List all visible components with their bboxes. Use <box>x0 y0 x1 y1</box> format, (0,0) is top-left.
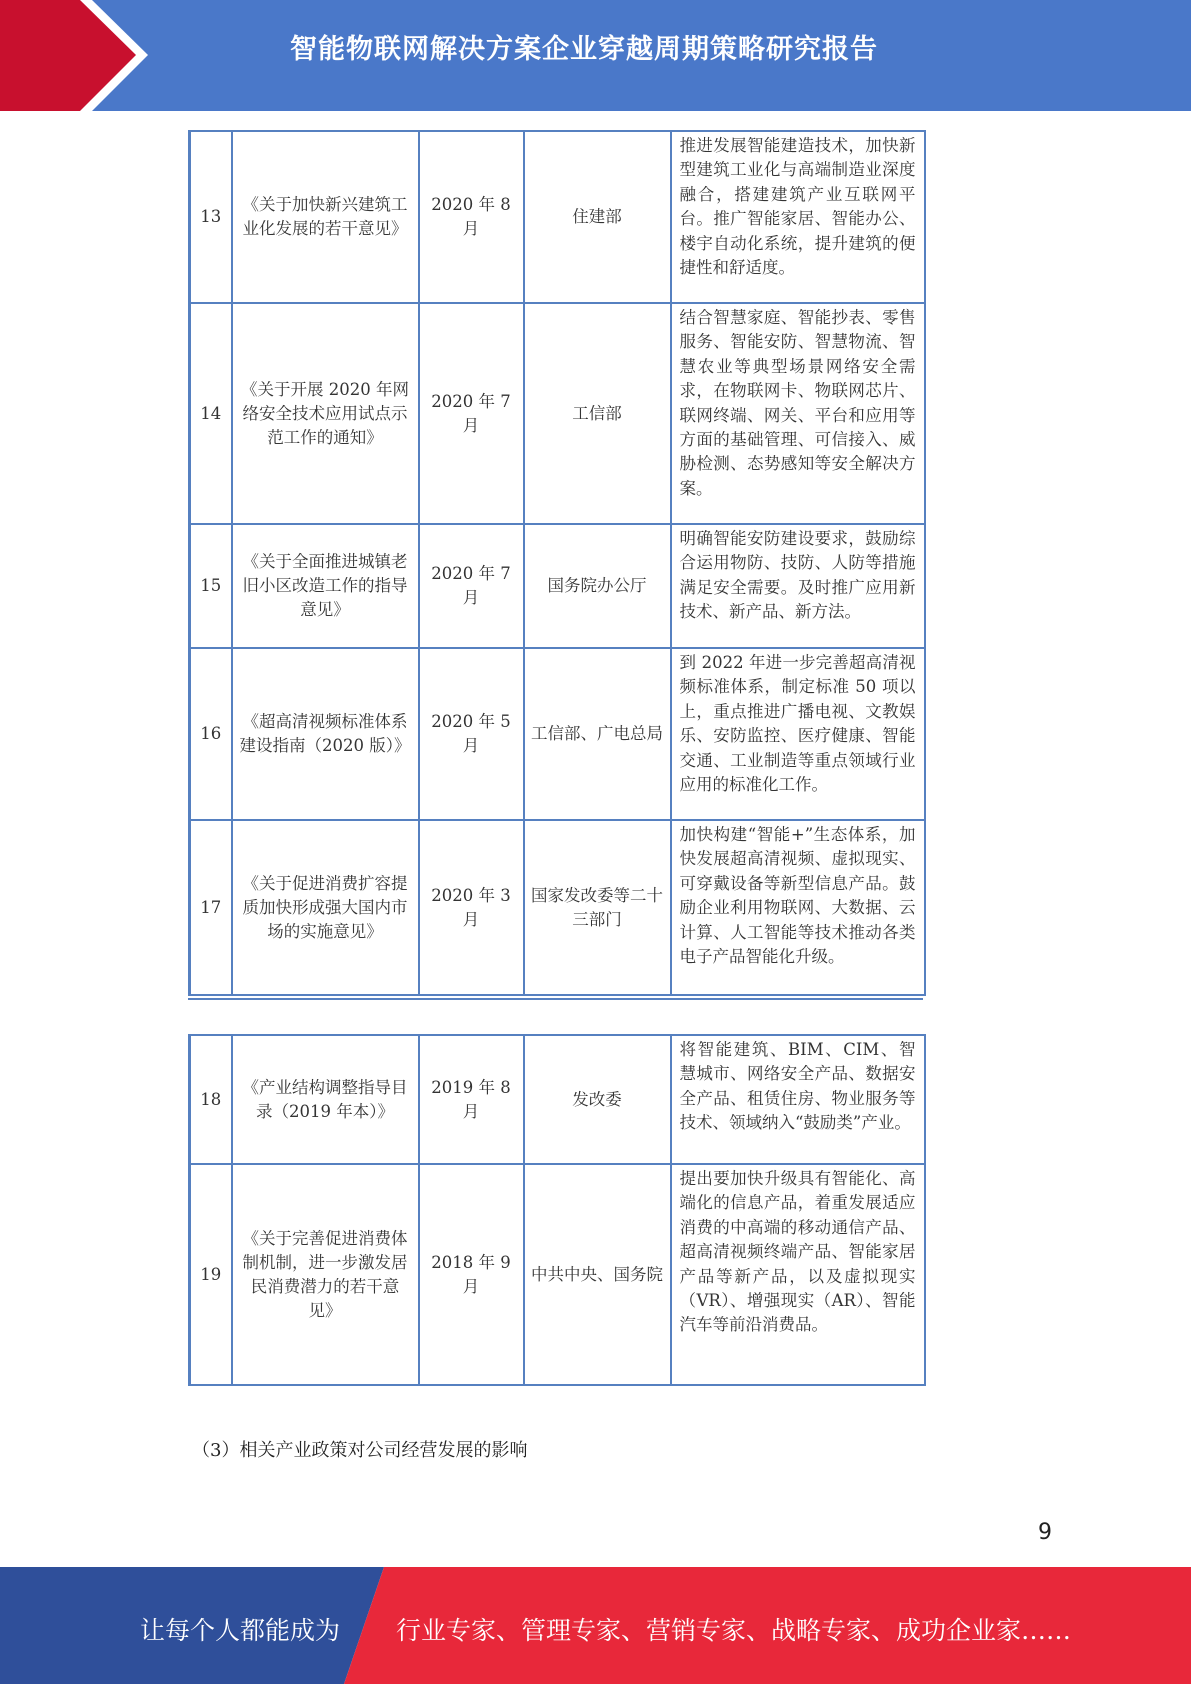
policy-department: 住建部 <box>524 131 671 303</box>
policy-date: 2018 年 9 月 <box>419 1164 524 1385</box>
policy-name: 《产业结构调整指导目录（2019 年本）》 <box>232 1035 419 1164</box>
row-number: 13 <box>190 131 232 303</box>
policy-content: 提出要加快升级具有智能化、高端化的信息产品，着重发展适应消费的中高端的移动通信产品、超高清视频终端产品、智能家居产品等新产品，以及虚拟现实（VR）、增强现实（AR）、智能汽车等前沿消费品。 <box>671 1164 925 1385</box>
policy-name: 《关于全面推进城镇老旧小区改造工作的指导意见》 <box>232 524 419 648</box>
policy-date: 2020 年 7 月 <box>419 524 524 648</box>
table-row <box>190 524 925 648</box>
table-row <box>190 1035 925 1164</box>
page-number: 9 <box>1038 1520 1052 1545</box>
table-row <box>190 1164 925 1385</box>
page-header <box>0 0 1191 111</box>
policy-content: 推进发展智能建造技术，加快新型建筑工业化与高端制造业深度融合，搭建建筑产业互联网平台。推广智能家居、智能办公、楼宇自动化系统，提升建筑的便捷性和舒适度。 <box>671 131 925 303</box>
policy-content: 将智能建筑、BIM、CIM、智慧城市、网络安全产品、数据安全产品、租赁住房、物业服务等技术、领域纳入“鼓励类”产业。 <box>671 1035 925 1164</box>
page-footer <box>0 1567 1191 1684</box>
policy-date: 2020 年 7 月 <box>419 303 524 524</box>
policy-date: 2020 年 5 月 <box>419 648 524 820</box>
policy-table-part1 <box>188 130 926 996</box>
table-divider <box>188 998 923 1000</box>
chevron-decoration <box>0 0 160 111</box>
row-number: 18 <box>190 1035 232 1164</box>
policy-date: 2020 年 8 月 <box>419 131 524 303</box>
row-number: 16 <box>190 648 232 820</box>
section-subheading: （3）相关产业政策对公司经营发展的影响 <box>192 1440 528 1461</box>
table-row <box>190 131 925 303</box>
policy-name: 《超高清视频标准体系建设指南（2020 版）》 <box>232 648 419 820</box>
row-number: 17 <box>190 820 232 995</box>
footer-slogan-left: 让每个人都能成为 <box>140 1616 341 1645</box>
row-number: 15 <box>190 524 232 648</box>
policy-name: 《关于开展 2020 年网络安全技术应用试点示范工作的通知》 <box>232 303 419 524</box>
row-number: 19 <box>190 1164 232 1385</box>
policy-content: 明确智能安防建设要求，鼓励综合运用物防、技防、人防等措施满足安全需要。及时推广应用新技术、新产品、新方法。 <box>671 524 925 648</box>
policy-date: 2019 年 8 月 <box>419 1035 524 1164</box>
policy-name: 《关于促进消费扩容提质加快形成强大国内市场的实施意见》 <box>232 820 419 995</box>
policy-department: 工信部、广电总局 <box>524 648 671 820</box>
policy-department: 国务院办公厅 <box>524 524 671 648</box>
policy-content: 到 2022 年进一步完善超高清视频标准体系，制定标准 50 项以上，重点推进广播电视、文教娱乐、安防监控、医疗健康、智能交通、工业制造等重点领域行业应用的标准化工作。 <box>671 648 925 820</box>
policy-date: 2020 年 3 月 <box>419 820 524 995</box>
table-row <box>190 303 925 524</box>
policy-table-part2 <box>188 1034 926 1386</box>
footer-slogan-right: 行业专家、管理专家、营销专家、战略专家、成功企业家…… <box>396 1616 1072 1645</box>
policy-department: 工信部 <box>524 303 671 524</box>
table-row <box>190 648 925 820</box>
policy-department: 发改委 <box>524 1035 671 1164</box>
policy-name: 《关于完善促进消费体制机制，进一步激发居民消费潜力的若干意见》 <box>232 1164 419 1385</box>
policy-content: 加快构建“智能+”生态体系，加快发展超高清视频、虚拟现实、可穿戴设备等新型信息产品。鼓励企业利用物联网、大数据、云计算、人工智能等技术推动各类电子产品智能化升级。 <box>671 820 925 995</box>
policy-content: 结合智慧家庭、智能抄表、零售服务、智能安防、智慧物流、智慧农业等典型场景网络安全需求，在物联网卡、物联网芯片、联网终端、网关、平台和应用等方面的基础管理、可信接入、威胁检测、态势感知等安全解决方案。 <box>671 303 925 524</box>
row-number: 14 <box>190 303 232 524</box>
table-row <box>190 820 925 995</box>
report-title: 智能物联网解决方案企业穿越周期策略研究报告 <box>290 34 878 65</box>
policy-department: 国家发改委等二十三部门 <box>524 820 671 995</box>
policy-department: 中共中央、国务院 <box>524 1164 671 1385</box>
policy-name: 《关于加快新兴建筑工业化发展的若干意见》 <box>232 131 419 303</box>
